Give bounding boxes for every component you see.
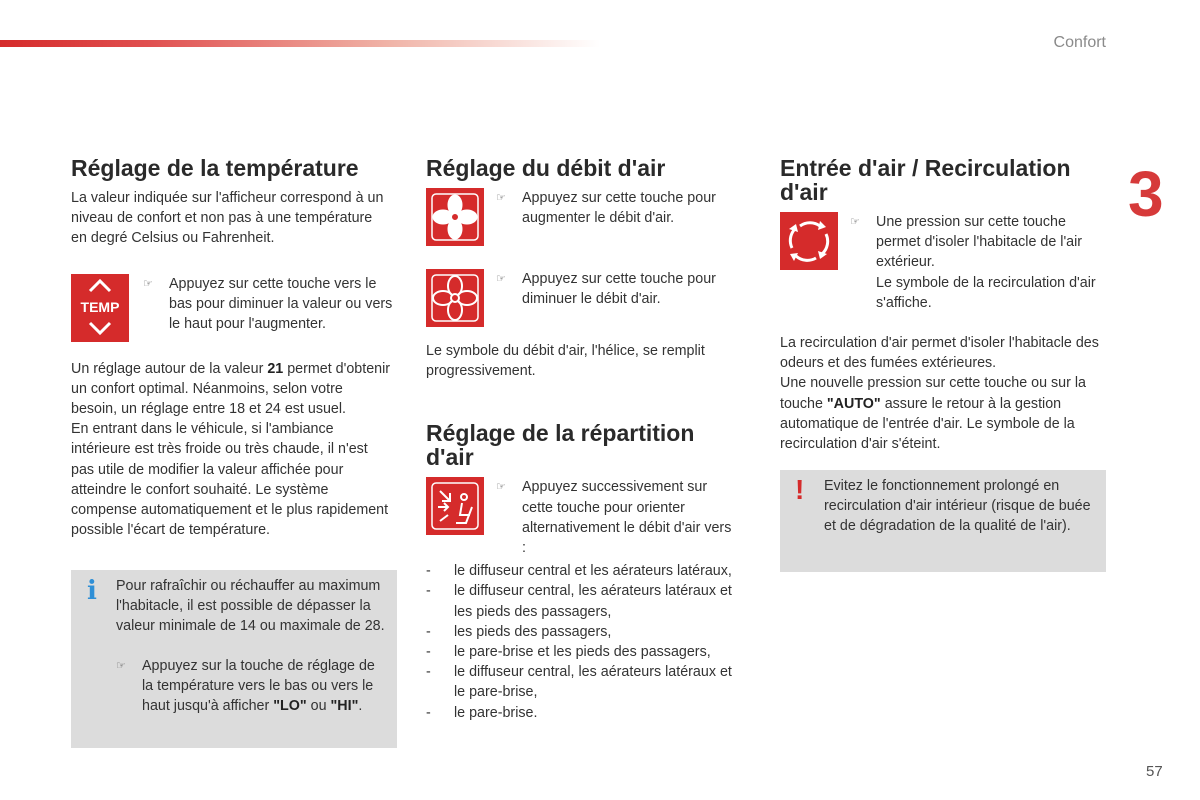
list-item: - les pieds des passagers, bbox=[426, 623, 612, 640]
temp-icon-label: TEMP bbox=[80, 298, 120, 315]
info-note-bullet: Appuyez sur la touche de réglage de la température vers le bas ou vers le haut jusqu'à afficher "LO" ou "HI". bbox=[142, 658, 375, 715]
distribution-list bbox=[426, 561, 746, 723]
info-icon: i bbox=[87, 576, 97, 606]
page-number: 57 bbox=[1146, 763, 1163, 780]
info-note bbox=[71, 570, 397, 748]
airflow-section bbox=[426, 156, 756, 723]
temperature-body: Un réglage autour de la valeur 21 permet d'obtenir un confort optimal. Néanmoins, selon votre besoin, un réglage entre 18 et 24 est usuel. bbox=[71, 360, 391, 418]
fan-increase-icon bbox=[426, 188, 484, 246]
header-accent-bar bbox=[0, 40, 600, 47]
section-title: Confort bbox=[1053, 34, 1106, 51]
recirculation-title: Entrée d'air / Recirculation d'air bbox=[780, 155, 1071, 205]
info-note-text: Pour rafraîchir ou réchauffer au maximum l'habitacle, il est possible de dépasser la valeur minimale de 14 ou maximale de 28. bbox=[116, 578, 385, 635]
pointer-icon: ☞ bbox=[143, 277, 153, 290]
recirculation-body-2: Une nouvelle pression sur cette touche ou sur la touche "AUTO" assure le retour à la gestion automatique de l'entrée d'air. Le symbole de la recirculation d'air s'éteint. bbox=[780, 375, 1086, 453]
temperature-body-2: En entrant dans le véhicule, si l'ambiance intérieure est très froide ou très chaude, il n'est pas utile de modifier la valeur affichée pour atteindre le confort souhaité. Le système compense automatiquement et le plus rapidement possible l'écart de température. bbox=[71, 421, 389, 539]
list-item: - le diffuseur central, les aérateurs latéraux et les pieds des passagers, bbox=[426, 583, 732, 620]
distribution-bullet: Appuyez successivement sur cette touche pour orienter alternativement le débit d'air vers : bbox=[522, 479, 732, 557]
chapter-number: 3 bbox=[1128, 158, 1164, 230]
temp-control-icon bbox=[71, 274, 129, 342]
pointer-icon: ☞ bbox=[496, 273, 506, 285]
airflow-text: Le symbole du débit d'air, l'hélice, se remplit progressivement. bbox=[426, 343, 705, 380]
fan-increase-text: Appuyez sur cette touche pour augmenter le débit d'air. bbox=[522, 190, 716, 227]
recirculation-body: La recirculation d'air permet d'isoler l'habitacle des odeurs et des fumées extérieures. bbox=[780, 335, 1099, 372]
distribution-title: Réglage de la répartition d'air bbox=[426, 420, 695, 471]
temperature-intro: La valeur indiquée sur l'afficheur correspond à un niveau de confort et non pas à une température en degré Celsius ou Fahrenheit. bbox=[71, 190, 384, 247]
recirculation-icon bbox=[780, 212, 838, 270]
list-item: - le diffuseur central, les aérateurs latéraux et le pare-brise, bbox=[426, 664, 732, 701]
temperature-section bbox=[71, 156, 401, 540]
warning-text: Evitez le fonctionnement prolongé en recirculation d'air intérieur (risque de buée et de dégradation de la qualité de l'air). bbox=[824, 478, 1091, 535]
airflow-title: Réglage du débit d'air bbox=[426, 155, 666, 181]
pointer-icon: ☞ bbox=[116, 660, 126, 672]
temp-bullet: Appuyez sur cette touche vers le bas pour diminuer la valeur ou vers le haut pour l'augmenter. bbox=[169, 275, 393, 333]
pointer-icon: ☞ bbox=[850, 216, 860, 228]
warning-note bbox=[780, 470, 1106, 572]
warning-icon: ! bbox=[795, 474, 805, 505]
list-item: - le diffuseur central et les aérateurs latéraux, bbox=[426, 563, 732, 580]
fan-decrease-text: Appuyez sur cette touche pour diminuer le débit d'air. bbox=[522, 271, 716, 308]
fan-decrease-icon bbox=[426, 269, 484, 327]
temperature-title: Réglage de la température bbox=[71, 155, 359, 181]
temp-value: 21 bbox=[267, 360, 284, 377]
recirculation-bullet-2: Le symbole de la recirculation d'air s'affiche. bbox=[876, 274, 1096, 311]
list-item: - le pare-brise. bbox=[426, 704, 538, 721]
pointer-icon: ☞ bbox=[496, 192, 506, 204]
air-distribution-icon bbox=[426, 477, 484, 535]
recirculation-section bbox=[780, 156, 1110, 454]
pointer-icon: ☞ bbox=[496, 481, 506, 494]
list-item: - le pare-brise et les pieds des passagers, bbox=[426, 644, 711, 661]
recirculation-bullet: Une pression sur cette touche permet d'isoler l'habitacle de l'air extérieur. bbox=[876, 214, 1083, 271]
